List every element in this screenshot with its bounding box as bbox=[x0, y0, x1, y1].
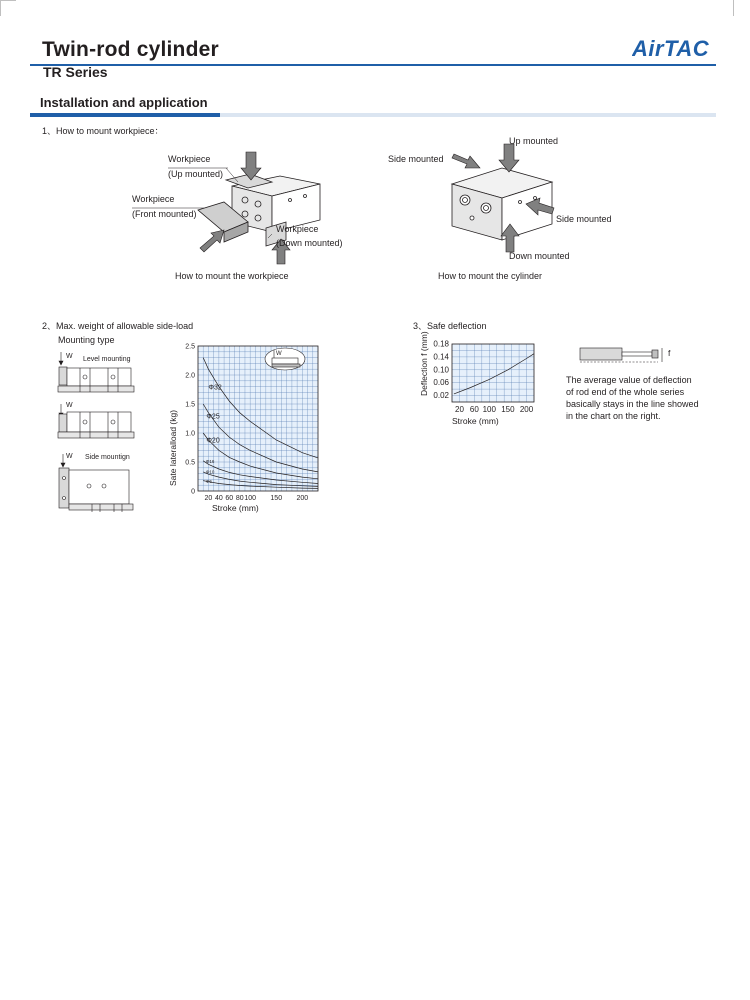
x-tick-label: 200 bbox=[296, 495, 309, 502]
series-label: Φ25 bbox=[206, 413, 220, 421]
mounting-schematics bbox=[56, 350, 136, 515]
side-mounted-left-label: Side mounted bbox=[388, 154, 444, 164]
x-tick-label: 40 bbox=[214, 495, 223, 502]
x-tick-label: 100 bbox=[482, 405, 496, 414]
x-tick-label: 150 bbox=[270, 495, 283, 502]
x-tick-label: 150 bbox=[501, 405, 515, 414]
sideload-heading: 2、Max. weight of allowable side-load bbox=[42, 321, 194, 331]
chart2-ylabel: Deflection f (mm) bbox=[419, 331, 429, 396]
chart1-inset-icon bbox=[265, 348, 305, 370]
y-tick-label: 0.02 bbox=[433, 391, 449, 401]
chart1-xlabel: Stroke (mm) bbox=[212, 503, 259, 513]
section-title: Installation and application bbox=[40, 95, 208, 110]
workpiece-caption: How to mount the workpiece bbox=[175, 271, 289, 281]
w-label-second: W bbox=[66, 402, 73, 409]
side-load-chart bbox=[160, 336, 330, 516]
side-mounted-right-label: Side mounted bbox=[556, 214, 612, 224]
mount-heading: 1、How to mount workpiece： bbox=[42, 126, 164, 136]
y-tick-label: 0.14 bbox=[433, 352, 449, 362]
deflection-f-label: f bbox=[668, 348, 671, 358]
up-mounted-cyl-label: Up mounted bbox=[509, 136, 559, 146]
section-bar-accent bbox=[30, 113, 220, 117]
deflection-note-line: in the chart on the right. bbox=[566, 411, 661, 421]
down-mounted-cyl-label: Down mounted bbox=[509, 251, 570, 261]
workpiece-label-up: Workpiece bbox=[168, 154, 211, 164]
deflection-note-line: basically stays in the line showed bbox=[566, 399, 699, 409]
airtac-logo bbox=[632, 36, 716, 60]
level-mounting-label: Level mounting bbox=[83, 356, 131, 363]
page-title: Twin-rod cylinder bbox=[42, 38, 219, 61]
header-rule bbox=[30, 64, 716, 66]
deflection-note-line: The average value of deflection bbox=[566, 375, 692, 385]
series-label: Φ32 bbox=[208, 384, 222, 392]
down-mounted-label: (Down mounted) bbox=[276, 238, 343, 248]
x-tick-label: 60 bbox=[225, 495, 234, 502]
corner-mark bbox=[0, 0, 1, 16]
y-tick-label: 2.0 bbox=[185, 372, 195, 380]
y-tick-label: 0 bbox=[191, 488, 195, 496]
y-tick-label: 0.10 bbox=[433, 365, 449, 375]
y-tick-label: 1.5 bbox=[185, 401, 195, 409]
up-mounted-label: (Up mounted) bbox=[168, 169, 224, 179]
x-tick-label: 200 bbox=[519, 405, 534, 414]
w-label-level: W bbox=[66, 353, 73, 360]
x-tick-label: 80 bbox=[235, 495, 244, 502]
corner-mark bbox=[0, 0, 16, 1]
x-tick-label: 100 bbox=[244, 495, 257, 502]
y-tick-label: 0.5 bbox=[185, 459, 195, 467]
deflection-note bbox=[566, 374, 699, 422]
mounting-type-label: Mounting type bbox=[58, 335, 115, 345]
cylinder-mount-figure bbox=[430, 140, 570, 260]
front-mounted-label: (Front mounted) bbox=[132, 209, 197, 219]
series-label: Φ10 bbox=[205, 469, 215, 475]
workpiece-label-down: Workpiece bbox=[276, 224, 319, 234]
chart2-xlabel: Stroke (mm) bbox=[452, 416, 499, 426]
logo-text: AirTAC bbox=[632, 36, 710, 60]
x-tick-label: 20 bbox=[455, 405, 464, 414]
deflection-chart bbox=[420, 336, 550, 426]
chart1-ylabel: Sate lateralload (kg) bbox=[168, 409, 178, 486]
y-tick-label: 0.06 bbox=[433, 378, 449, 388]
x-tick-label: 60 bbox=[469, 405, 479, 414]
w-label-side: W bbox=[66, 453, 73, 460]
y-tick-label: 0.18 bbox=[433, 339, 449, 349]
x-tick-label: 20 bbox=[204, 495, 213, 502]
deflection-note-line: of rod end of the whole series bbox=[566, 387, 685, 397]
chart2-plot-bg bbox=[452, 344, 534, 402]
series-label: Φ20 bbox=[206, 437, 220, 445]
workpiece-label-front: Workpiece bbox=[132, 194, 175, 204]
y-tick-label: 2.5 bbox=[185, 343, 195, 351]
y-tick-label: 1.0 bbox=[185, 430, 195, 438]
side-mounting-label: Side mountign bbox=[85, 454, 130, 461]
series-label: Φ6 bbox=[205, 478, 212, 484]
cylinder-caption: How to mount the cylinder bbox=[438, 271, 543, 281]
deflection-heading: 3、Safe deflection bbox=[413, 321, 487, 331]
series-label: Φ16 bbox=[205, 459, 215, 465]
series-name: TR Series bbox=[43, 64, 108, 80]
chart1-inset-w: W bbox=[276, 351, 282, 357]
deflection-schematic bbox=[578, 342, 678, 366]
corner-mark bbox=[733, 0, 734, 16]
